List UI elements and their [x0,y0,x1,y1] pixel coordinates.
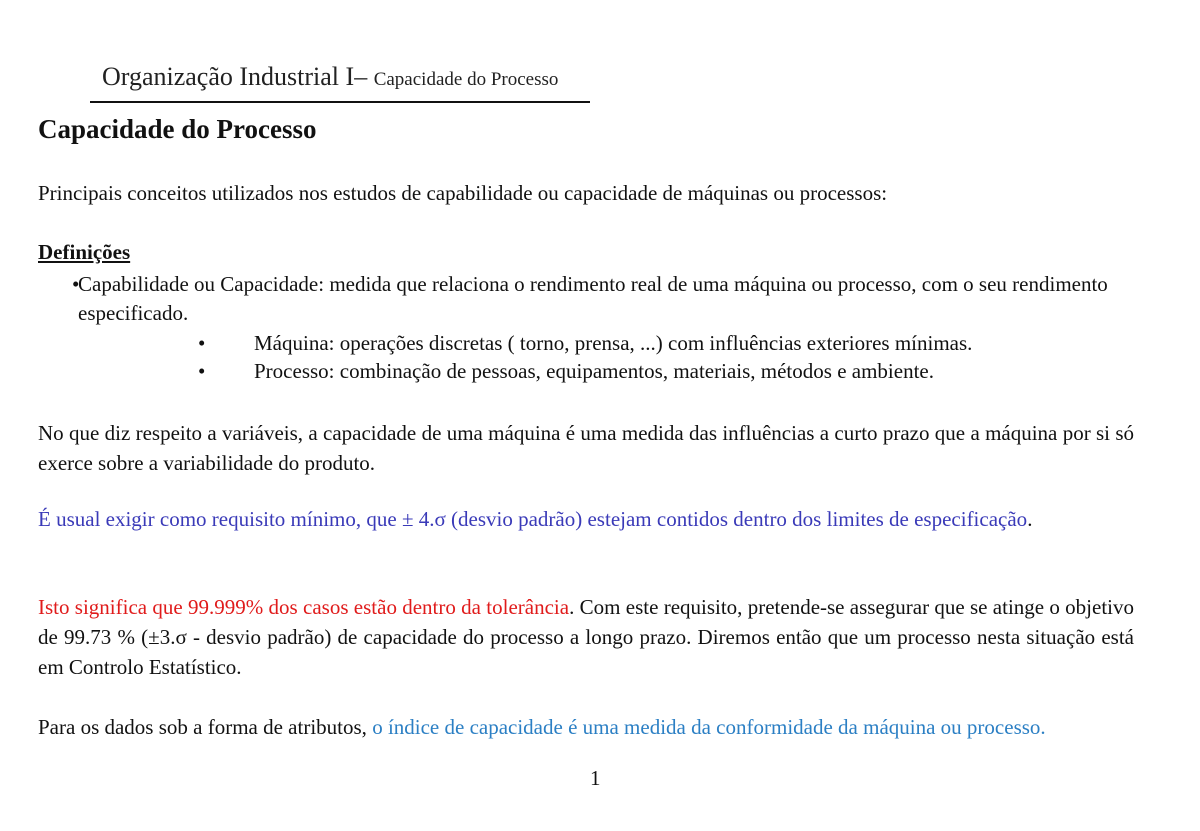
tolerance-paragraph [38,592,1134,682]
page-number: 1 [590,766,601,790]
header-underline [90,101,590,103]
bullet-dot: • [198,359,206,383]
attributes-paragraph [38,712,1134,742]
requirement-paragraph [38,504,1134,534]
definition-text: Capabilidade ou Capacidade: medida que relaciona o rendimento real de uma máquina ou processo, com o seu rendimento especificado. [78,272,1108,325]
intro-paragraph: Principais conceitos utilizados nos estudos de capabilidade ou capacidade de máquinas ou processos: [38,181,888,205]
tolerance-rest: . Com este requisito, pretende-se assegurar que se atinge o objetivo de 99.73 % (±3.σ - desvio padrão) de capacidade do processo a longo prazo. Diremos então que um processo nesta situação está em Controlo Estatístico. [38,595,1135,679]
sub-bullet-text: Máquina: operações discretas ( torno, prensa, ...) com influências exteriores mínimas. [254,331,973,355]
header-subtitle: Capacidade do Processo [373,69,559,90]
sub-bullet-text: Processo: combinação de pessoas, equipamentos, materiais, métodos e ambiente. [254,359,934,383]
requirement-end: . [1027,507,1033,531]
page-title: Capacidade do Processo [38,114,317,144]
page-header [102,62,558,92]
definitions-heading: Definições [38,240,131,264]
bullet-dot: • [72,272,80,296]
definition-bullet [72,270,1138,328]
attributes-highlight: o índice de capacidade é uma medida da conformidade da máquina ou processo. [372,715,1046,739]
requirement-text: É usual exigir como requisito mínimo, que ± 4.σ (desvio padrão) estejam contidos dentro dos limites de especificação [38,507,1028,531]
variables-paragraph: No que diz respeito a variáveis, a capacidade de uma máquina é uma medida das influências a curto prazo que a máquina por si só exerce sobre a variabilidade do produto. [38,421,1134,475]
header-dash: – [354,62,374,91]
tolerance-highlight: Isto significa que 99.999% dos casos estão dentro da tolerância [38,595,570,619]
bullet-dot: • [198,331,206,355]
header-course-title: Organização Industrial I [102,62,355,91]
attributes-lead: Para os dados sob a forma de atributos, [38,715,373,739]
